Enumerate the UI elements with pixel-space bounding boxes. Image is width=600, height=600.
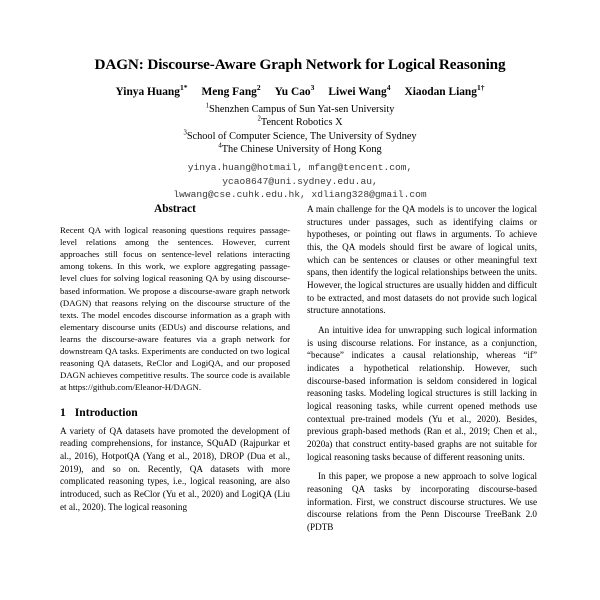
author-affiliation-mark: 2 xyxy=(256,83,261,93)
author-name: Xiaodan Liang xyxy=(404,86,477,99)
author-affiliation-mark: 4 xyxy=(386,83,391,93)
author-entry xyxy=(115,83,188,99)
affiliation-mark: 3 xyxy=(183,129,187,137)
left-column xyxy=(60,203,290,534)
two-column-body xyxy=(0,203,600,534)
author-list xyxy=(40,83,560,100)
paragraph: In this paper, we propose a new approach to solve logical reasoning QA tasks by incorporating discourse-based information. First, we construct discourse structures. We use discourse relations from the Penn Discourse TreeBank 2.0 (PDTB xyxy=(307,471,537,533)
affiliation-item xyxy=(40,143,560,156)
affiliation-item xyxy=(40,103,560,116)
affiliation-name: Shenzhen Campus of Sun Yat-sen University xyxy=(209,103,395,115)
paragraph: A variety of QA datasets have promoted the development of reading comprehensions, for instance, SQuAD (Rajpurkar et al., 2016), HotpotQA (Yang et al., 2018), DROP (Dua et al., 2019), and so on. Recently, QA datasets with more complicated reasoning types, i.e., logical reasoning, are also introduced, such as ReClor (Yu et al., 2020) and LogiQA (Liu et al., 2020). The logical reasoning xyxy=(60,425,290,512)
affiliation-mark: 2 xyxy=(257,115,261,123)
email-list xyxy=(40,161,560,201)
email-line: lwwang@cse.cuhk.edu.hk, xdliang328@gmail.com xyxy=(173,189,427,201)
author-entry xyxy=(404,83,485,99)
author-name: Yu Cao xyxy=(274,86,311,99)
right-column xyxy=(307,203,537,534)
affiliation-item xyxy=(40,130,560,143)
author-entry xyxy=(201,83,261,99)
affiliation-list xyxy=(40,103,560,157)
affiliation-name: The Chinese University of Hong Kong xyxy=(221,144,382,156)
author-name: Meng Fang xyxy=(201,86,257,99)
page-title: DAGN: Discourse-Aware Graph Network for Logical Reasoning xyxy=(94,56,506,73)
author-affiliation-mark: 3 xyxy=(310,83,315,93)
paper-header xyxy=(0,0,600,202)
paragraph: A main challenge for the QA models is to uncover the logical structures under passages, such as identifying claims or hypotheses, or pointing out flaws in arguments. To achieve this, the QA models should first be aware of logical units, which can be sentences or clauses or other meaningful text spans, then identify the logical relationships between the units. However, the logical structures are usually hidden and difficult to be extracted, and most datasets do not provide such logical structure annotations. xyxy=(307,204,537,316)
affiliation-mark: 4 xyxy=(218,142,222,150)
author-affiliation-mark: 1* xyxy=(179,83,188,93)
section-number: 1 xyxy=(60,405,66,419)
abstract-heading: Abstract xyxy=(154,203,196,215)
author-name: Yinya Huang xyxy=(115,86,180,99)
author-name: Liwei Wang xyxy=(328,86,387,99)
author-entry xyxy=(328,83,391,99)
abstract-text: Recent QA with logical reasoning questions requires passage-level relations among the sentences. However, current approaches still focus on sentence-level relations interacting among tokens. In this work, we explore aggregating passage-level clues for solving logical reasoning QA by using discourse-based information. We propose a discourse-aware graph network (DAGN) that reasons relying on the discourse structure of the texts. The model encodes discourse information as a graph with elementary discourse units (EDUs) and discourse relations, and learns the discourse-aware features via a graph network for downstream QA tasks. Experiments are conducted on two logical reasoning QA datasets, ReClor and LogiQA, and our proposed DAGN achieves competitive results. The source code is available at https://github.com/Eleanor-H/DAGN. xyxy=(60,225,290,393)
section-title: Introduction xyxy=(74,405,138,419)
affiliation-name: Tencent Robotics X xyxy=(260,117,343,129)
section-heading-introduction xyxy=(60,406,290,419)
affiliation-name: School of Computer Science, The University of Sydney xyxy=(186,130,417,142)
author-affiliation-mark: 1† xyxy=(476,83,485,93)
affiliation-item xyxy=(40,116,560,129)
email-line: ycao8647@uni.sydney.edu.au, xyxy=(222,175,378,187)
affiliation-mark: 1 xyxy=(205,102,210,110)
email-line: yinya.huang@hotmail, mfang@tencent.com, xyxy=(187,162,413,174)
author-entry xyxy=(274,83,315,99)
paragraph: An intuitive idea for unwrapping such logical information is using discourse relations. For instance, as a conjunction, “because” indicates a causal relationship, whereas “if” indicates a hypothetical relationship. However, such discourse-based information is seldom considered in logical reasoning tasks. Modeling logical structures is still lacking in logical reasoning tasks, while current opened methods use contextual pre-trained models (Yu et al., 2020). Besides, previous graph-based methods (Ran et al., 2019; Chen et al., 2020a) that construct entity-based graphs are not suitable for logical reasoning tasks because of different reasoning units. xyxy=(307,325,537,462)
